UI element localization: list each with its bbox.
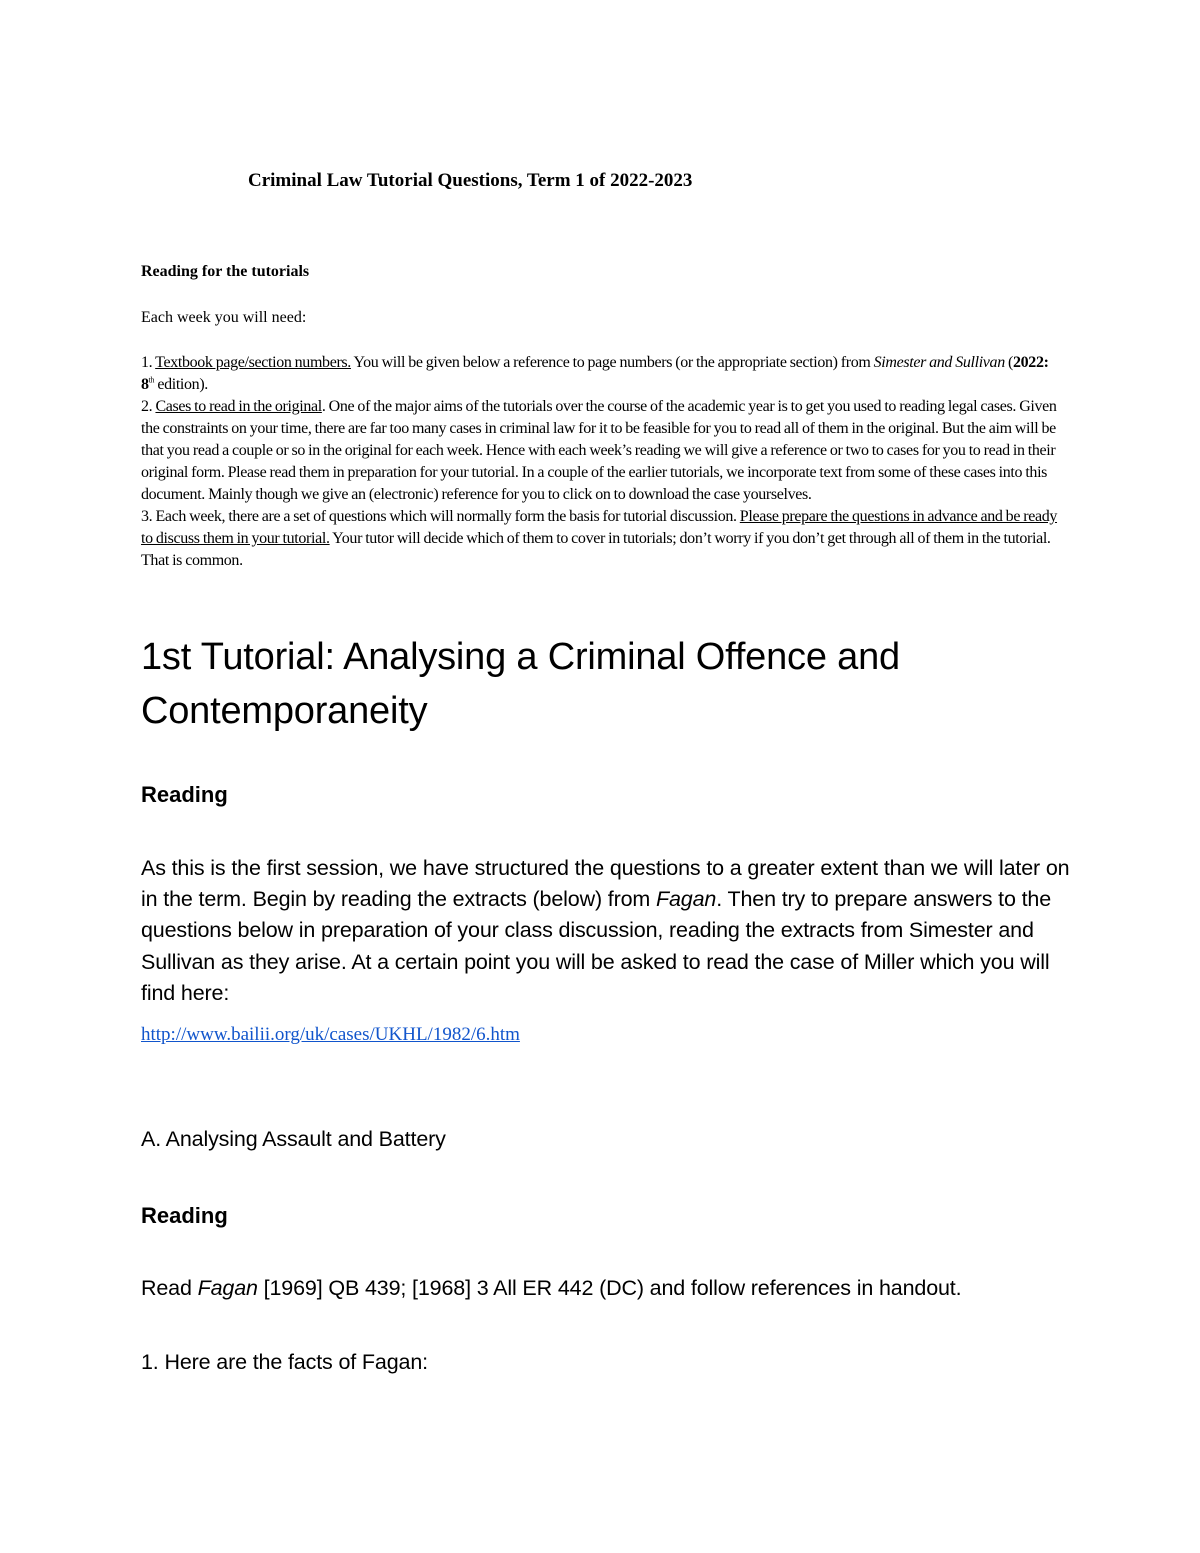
item-number: 2. xyxy=(141,398,156,415)
section-a-heading: A. Analysing Assault and Battery xyxy=(141,1127,446,1151)
intro-text: Each week you will need: xyxy=(141,309,307,326)
item-text: Each week, there are a set of questions which will normally form the basis for tutorial discussion. xyxy=(155,508,740,525)
question-1: 1. Here are the facts of Fagan: xyxy=(141,1350,428,1374)
paragraph-text: As this is the first session, we have structured the questions to a greater extent than we will later on in the term. Begin by reading the extracts (below) from xyxy=(141,856,1070,912)
fagan-reading-text xyxy=(141,1276,961,1301)
tutorial-intro-paragraph xyxy=(141,853,1071,1009)
list-item xyxy=(141,396,1061,506)
document-title: Criminal Law Tutorial Questions, Term 1 of 2022-2023 xyxy=(248,170,693,191)
item-label: Cases to read in the original xyxy=(155,398,322,415)
reading-text: [1969] QB 439; [1968] 3 All ER 442 (DC) and follow references in handout. xyxy=(257,1276,962,1300)
case-name-italic: Fagan xyxy=(197,1276,258,1300)
item-label: Textbook page/section numbers. xyxy=(155,354,351,371)
item-text: edition). xyxy=(154,376,208,393)
paragraph-italic-text: Fagan xyxy=(656,887,717,912)
item-bold-text: 2022: 8 xyxy=(141,354,1049,393)
reading-section-heading: Reading for the tutorials xyxy=(141,263,310,280)
tutorial-heading: 1st Tutorial: Analysing a Criminal Offence and Contemporaneity xyxy=(141,636,900,732)
reading-text: Read xyxy=(141,1276,198,1300)
item-number: 1. xyxy=(141,354,156,371)
item-text: Your tutor will decide which of them to cover in tutorials; don’t worry if you don’t get through all of them in the tutorial. That is common. xyxy=(141,530,1051,569)
miller-case-link[interactable]: http://www.bailii.org/uk/cases/UKHL/1982/6.htm xyxy=(141,1024,520,1045)
requirements-list xyxy=(141,352,1061,572)
item-text: You will be given below a reference to page numbers (or the appropriate section) from xyxy=(350,354,874,371)
list-item xyxy=(141,352,1061,396)
item-italic-text: Simester and Sullivan xyxy=(873,354,1005,371)
section-a-reading-heading: Reading xyxy=(141,1203,228,1228)
paragraph-text: . Then try to prepare answers to the questions below in preparation of your class discussion, reading the extracts from Simester and Sullivan as they arise. At a certain point you will be asked to read the case of Miller which you will find here: xyxy=(141,887,1052,1005)
tutorial-reading-heading: Reading xyxy=(141,782,228,807)
item-text: ( xyxy=(1004,354,1013,371)
item-underlined-text: Please prepare the questions in advance and be ready to discuss them in your tutorial. xyxy=(141,508,1058,547)
item-superscript: th xyxy=(148,375,155,385)
item-text: . One of the major aims of the tutorials over the course of the academic year is to get you used to reading legal cases. Given the constraints on your time, there are far too many cases in criminal law for it to be feasible for you to read all of them in the original. But the aim will be that you read a couple or so in the original for each week. Hence with each week’s reading we will give a reference or two to cases for you to read in their original form. Please read them in preparation for your tutorial. In a couple of the earlier tutorials, we incorporate text from some of these cases into this document. Mainly though we give an (electronic) reference for you to click on to download the case yourselves. xyxy=(141,398,1057,503)
item-number: 3. xyxy=(141,508,156,525)
list-item xyxy=(141,506,1061,572)
